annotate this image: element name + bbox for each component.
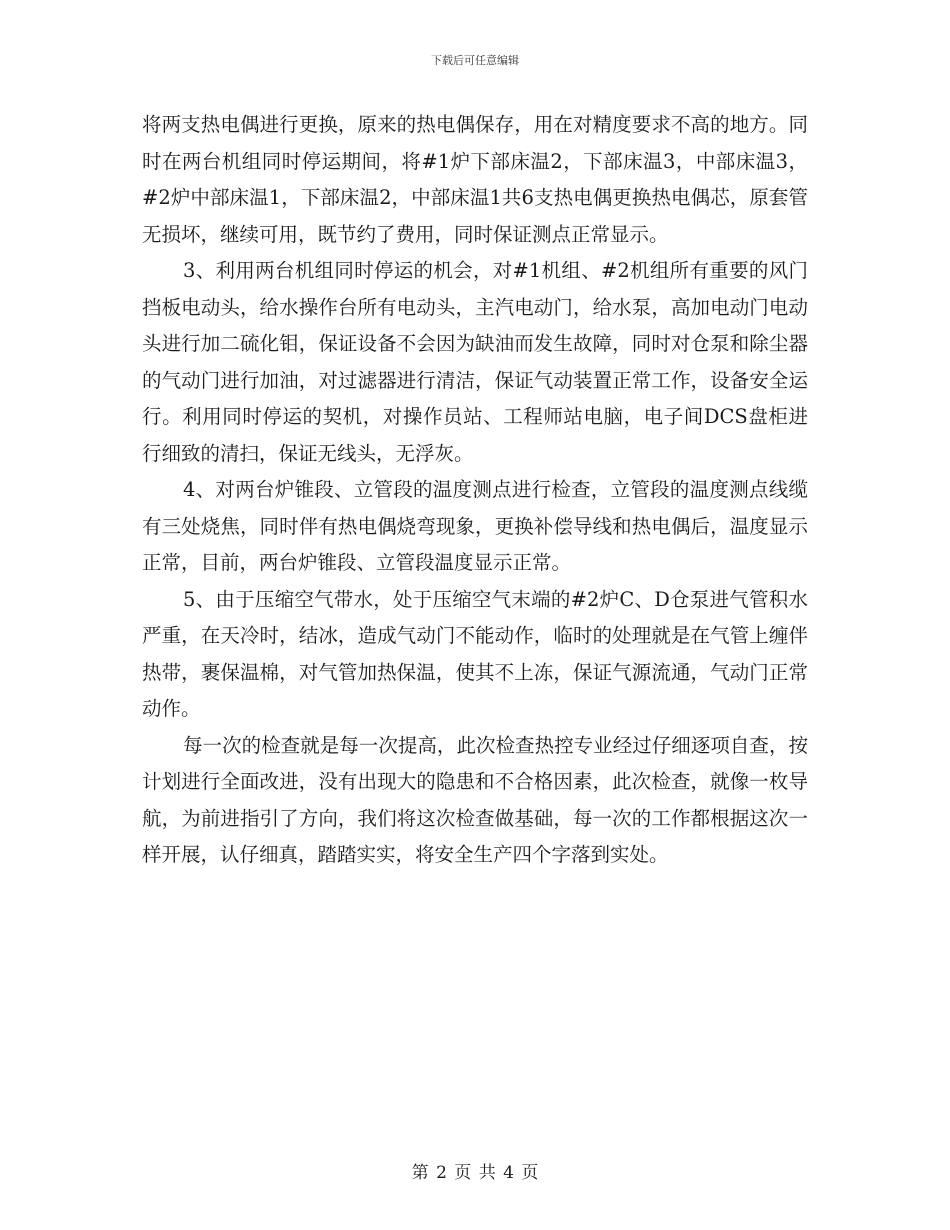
body-paragraph: 将两支热电偶进行更换，原来的热电偶保存，用在对精度要求不高的地方。同时在两台机组同时停运期间，将#1炉下部床温2，下部床温3，中部床温3，#2炉中部床温1，下部床温2，中部床温1共6支热电偶更换热电偶芯，原套管无损坏，继续可用，既节约了费用，同时保证测点正常显示。 — [142, 113, 808, 246]
body-paragraph: 每一次的检查就是每一次提高，此次检查热控专业经过仔细逐项自查，按计划进行全面改进，没有出现大的隐患和不合格因素，此次检查，就像一枚导航，为前进指引了方向，我们将这次检查做基础，每一次的工作都根据这次一样开展，认仔细真，踏踏实实，将安全生产四个字落到实处。 — [142, 733, 808, 866]
page-header: 下载后可任意编辑 — [431, 54, 519, 67]
page-number: 第 2 页 共 4 页 — [411, 1163, 539, 1183]
body-paragraph: 4、对两台炉锥段、立管段的温度测点进行检查，立管段的温度测点线缆有三处烧焦，同时伴有热电偶烧弯现象，更换补偿导线和热电偶后，温度显示正常，目前，两台炉锥段、立管段温度显示正常。 — [142, 478, 808, 574]
body-paragraph: 3、利用两台机组同时停运的机会，对#1机组、#2机组所有重要的风门挡板电动头，给水操作台所有电动头，主汽电动门，给水泵，高加电动门电动头进行加二硫化钼，保证设备不会因为缺油而发生故障，同时对仓泵和除尘器的气动门进行加油，对过滤器进行清洁，保证气动装置正常工作，设备安全运行。利用同时停运的契机，对操作员站、工程师站电脑，电子间DCS盘柜进行细致的清扫，保证无线头，无浮灰。 — [142, 259, 808, 465]
document-body — [142, 107, 808, 874]
body-paragraph: 5、由于压缩空气带水，处于压缩空气末端的#2炉C、D仓泵进气管积水严重，在天冷时，结冰，造成气动门不能动作，临时的处理就是在气管上缠伴热带，裹保温棉，对气管加热保温，使其不上冻，保证气源流通，气动门正常动作。 — [142, 587, 808, 720]
